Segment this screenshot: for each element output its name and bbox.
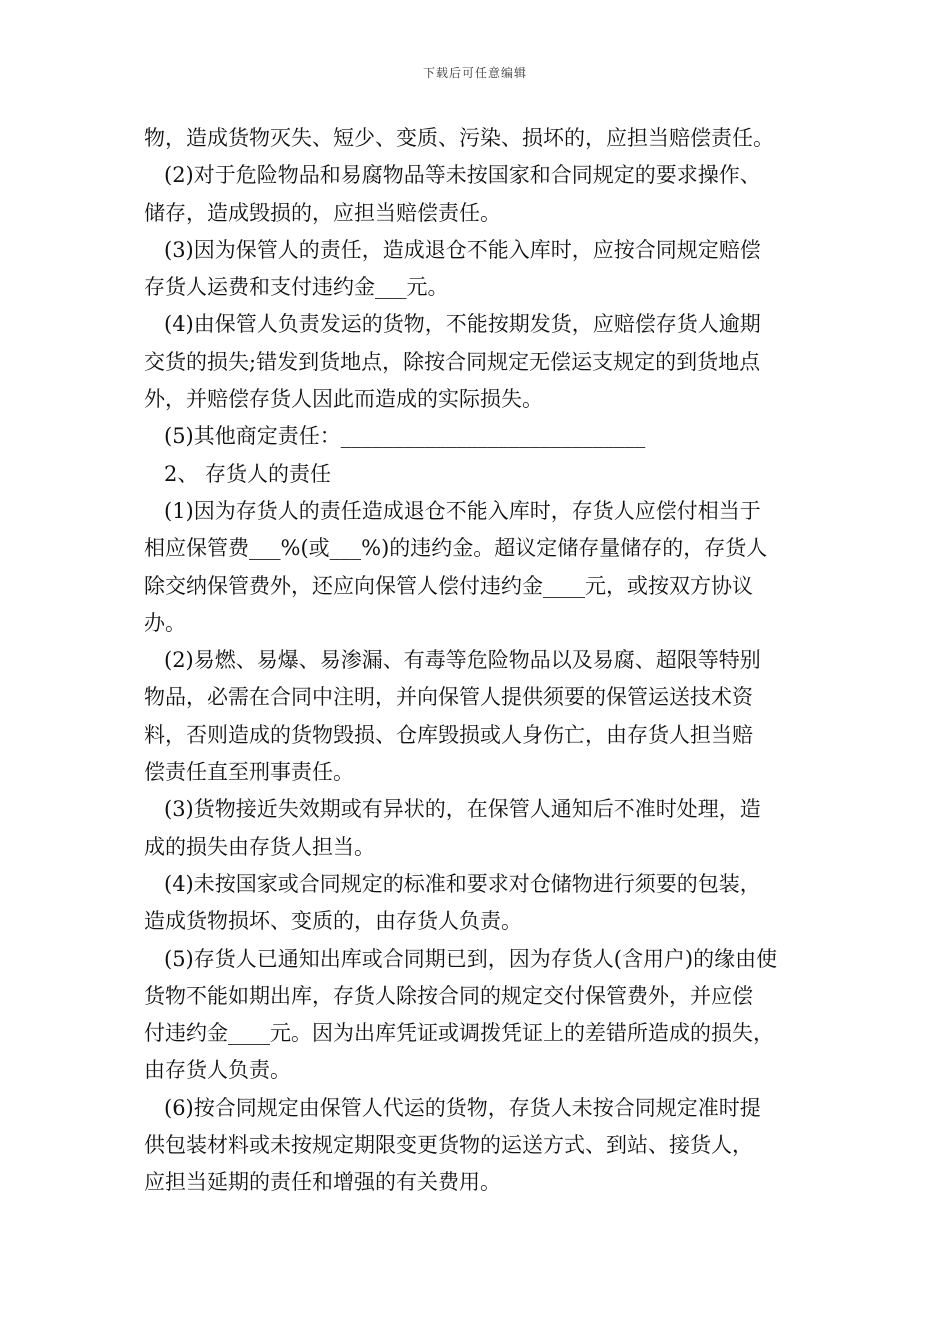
text-line: 供包装材料或未按规定期限变更货物的运送方式、到站、接货人， bbox=[144, 1133, 753, 1158]
body-text bbox=[144, 120, 810, 1202]
text-line: 造成货物损坏、变质的，由存货人负责。 bbox=[144, 909, 522, 934]
text-line: (6)按合同规定由保管人代运的货物，存货人未按合同规定准时提 bbox=[164, 1095, 761, 1120]
text-line: 应担当延期的责任和增强的有关费用。 bbox=[144, 1170, 501, 1195]
text-line: 料，否则造成的货物毁损、仓库毁损或人身伤亡，由存货人担当赔 bbox=[144, 722, 753, 747]
text-line: (5)其他商定责任：_____________________________ bbox=[164, 424, 646, 449]
text-line: 交货的损失;错发到货地点，除按合同规定无偿运支规定的到货地点 bbox=[144, 349, 761, 374]
text-line: 偿责任直至刑事责任。 bbox=[144, 760, 354, 785]
text-line: (1)因为存货人的责任造成退仓不能入库时，存货人应偿付相当于 bbox=[164, 498, 761, 523]
text-line: 物品，必需在合同中注明，并向保管人提供须要的保管运送技术资 bbox=[144, 685, 753, 710]
text-line: 付违约金____元。因为出库凭证或调拨凭证上的差错所造成的损失， bbox=[144, 1021, 774, 1046]
text-line: 储存，造成毁损的，应担当赔偿责任。 bbox=[144, 200, 501, 225]
text-line: 存货人运费和支付违约金___元。 bbox=[144, 275, 449, 300]
text-line: (2)易燃、易爆、易渗漏、有毒等危险物品以及易腐、超限等特别 bbox=[164, 648, 761, 673]
page-header: 下载后可任意编辑 bbox=[422, 66, 527, 80]
text-line: 物，造成货物灭失、短少、变质、污染、损坏的，应担当赔偿责任。 bbox=[144, 126, 774, 150]
text-line: 成的损失由存货人担当。 bbox=[144, 834, 375, 859]
text-line: (3)货物接近失效期或有异状的，在保管人通知后不准时处理，造 bbox=[164, 797, 761, 822]
text-line: 除交纳保管费外，还应向保管人偿付违约金____元，或按双方协议 bbox=[144, 573, 753, 598]
text-line: 办。 bbox=[144, 610, 186, 635]
text-line: 相应保管费___%(或___%)的违约金。超议定储存量储存的，存货人 bbox=[144, 536, 768, 561]
text-line: (4)未按国家或合同规定的标准和要求对仓储物进行须要的包装， bbox=[164, 871, 761, 896]
text-line: 货物不能如期出库，存货人除按合同的规定交付保管费外，并应偿 bbox=[144, 983, 753, 1008]
text-line: (4)由保管人负责发运的货物，不能按期发货，应赔偿存货人逾期 bbox=[164, 312, 761, 337]
text-line: (3)因为保管人的责任，造成退仓不能入库时，应按合同规定赔偿 bbox=[164, 237, 761, 262]
text-line: 外，并赔偿存货人因此而造成的实际损失。 bbox=[144, 387, 543, 412]
text-line: (2)对于危险物品和易腐物品等未按国家和合同规定的要求操作、 bbox=[164, 163, 761, 188]
text-line: (5)存货人已通知出库或合同期已到，因为存货人(含用户)的缘由使 bbox=[164, 946, 778, 971]
text-line: 由存货人负责。 bbox=[144, 1058, 291, 1083]
section-heading: 2、 存货人的责任 bbox=[164, 461, 332, 486]
